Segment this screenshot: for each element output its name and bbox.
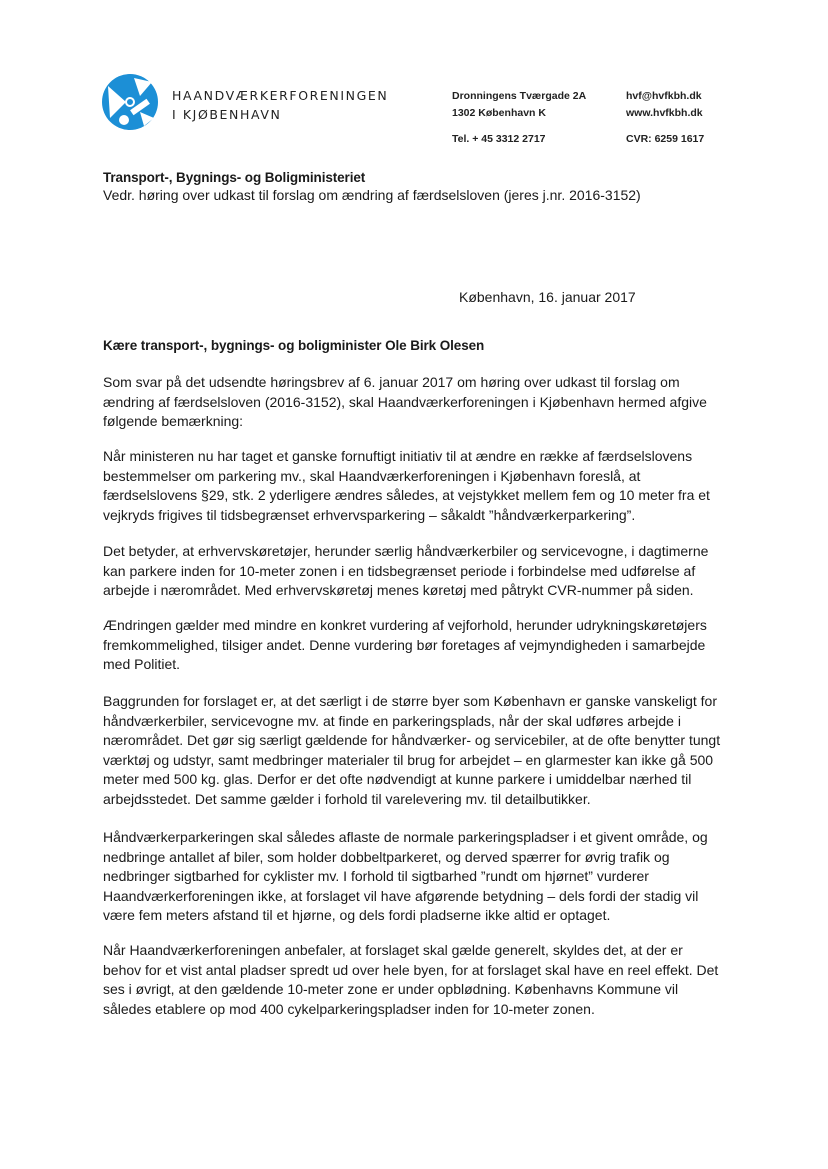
recipient: Transport-, Bygnings- og Boligministeriet	[103, 170, 366, 185]
website-address: www.hvfkbh.dk	[626, 107, 703, 119]
cvr-number: CVR: 6259 1617	[626, 133, 705, 145]
address-street: Dronningens Tværgade 2A	[452, 90, 587, 102]
org-name-line2: I KJØBENHAVN	[172, 107, 282, 122]
organization-name	[172, 86, 388, 124]
contact-block	[626, 88, 704, 148]
salutation: Kære transport-, bygnings- og boligminister Ole Birk Olesen	[103, 338, 485, 353]
body-paragraph: Baggrunden for forslaget er, at det særligt i de større byer som København er ganske vanskeligt for håndværkerbiler, servicevogne mv. at finde en parkeringsplads, når der skal udføres arbejde i nærområdet. Det gør sig særligt gældende for håndværker- og servicebiler, at de ofte benytter tungt værktøj og udstyr, samt medbringer materialer til brug for arbejdet – en glarmester kan ikke gå 500 meter med 500 kg. glas. Derfor er det ofte nødvendigt at kunne parkere i umiddelbar nærhed til arbejdsstedet. Det samme gælder i forhold til varelevering mv. til detailbutikker.	[103, 693, 721, 807]
body-paragraph: Det betyder, at erhvervskøretøjer, herunder særlig håndværkerbiler og servicevogne, i dagtimerne kan parkere inden for 10-meter zonen i en tidsbegrænset periode i forbindelse med udførelse af arbejde i nærområdet. Med erhvervskøretøj menes køretøj med påtrykt CVR-nummer på siden.	[103, 543, 709, 598]
guild-logo-icon	[100, 72, 160, 132]
org-name-line1: HAANDVÆRKERFORENINGEN	[172, 88, 389, 103]
phone-number: Tel. + 45 3312 2717	[452, 133, 546, 145]
body-paragraph: Når ministeren nu har taget et ganske fornuftigt initiativ til at ændre en række af færdselslovens bestemmelser om parkering mv., skal Haandværkerforeningen i Kjøbenhavn foreslå, at færdselslovens §29, stk. 2 yderligere ændres således, at vejstykket mellem fem og 10 meter fra et vejkryds frigives til tidsbegrænset erhvervsparkering – såkaldt ”håndværkerparkering”.	[103, 448, 710, 523]
letter-date: København, 16. januar 2017	[459, 289, 636, 305]
body-paragraph: Som svar på det udsendte høringsbrev af 6. januar 2017 om høring over udkast til forslag om ændring af færdselsloven (2016-3152), skal Haandværkerforeningen i Kjøbenhavn hermed afgive følgende bemærkning:	[103, 374, 707, 429]
body-paragraph: Håndværkerparkeringen skal således aflaste de normale parkeringspladser i et givent område, og nedbringe antallet af biler, som holder dobbeltparkeret, og derved spærrer for øvrig trafik og nedbringer sigtbarhed for cyklister mv. I forhold til sigtbarhed ”rundt om hjørnet” vurderer Haandværkerforeningen ikke, at forslaget vil have afgørende betydning – dels fordi der stadig vil være fem meters afstand til et hjørne, og dels fordi pladserne ikke altid er optaget.	[103, 829, 708, 923]
email-address: hvf@hvfkbh.dk	[626, 90, 702, 102]
subject-line: Vedr. høring over udkast til forslag om ændring af færdselsloven (jeres j.nr. 2016-3152)	[103, 187, 641, 203]
address-city: 1302 København K	[452, 107, 546, 119]
body-paragraph: Ændringen gælder med mindre en konkret vurdering af vejforhold, herunder udrykningskøretøjers fremkommelighed, tilsiger andet. Denne vurdering bør foretages af vejmyndigheden i samarbejde med Politiet.	[103, 617, 707, 672]
address-block	[452, 88, 586, 148]
body-paragraph: Når Haandværkerforeningen anbefaler, at forslaget skal gælde generelt, skyldes det, at der er behov for et vist antal pladser spredt ud over hele byen, for at forslaget skal have en reel effekt. Det ses i øvrigt, at den gældende 10-meter zone er under opblødning. Københavns Kommune vil således etablere op mod 400 cykelparkeringspladser inden for 10-meter zonen.	[103, 942, 719, 1017]
